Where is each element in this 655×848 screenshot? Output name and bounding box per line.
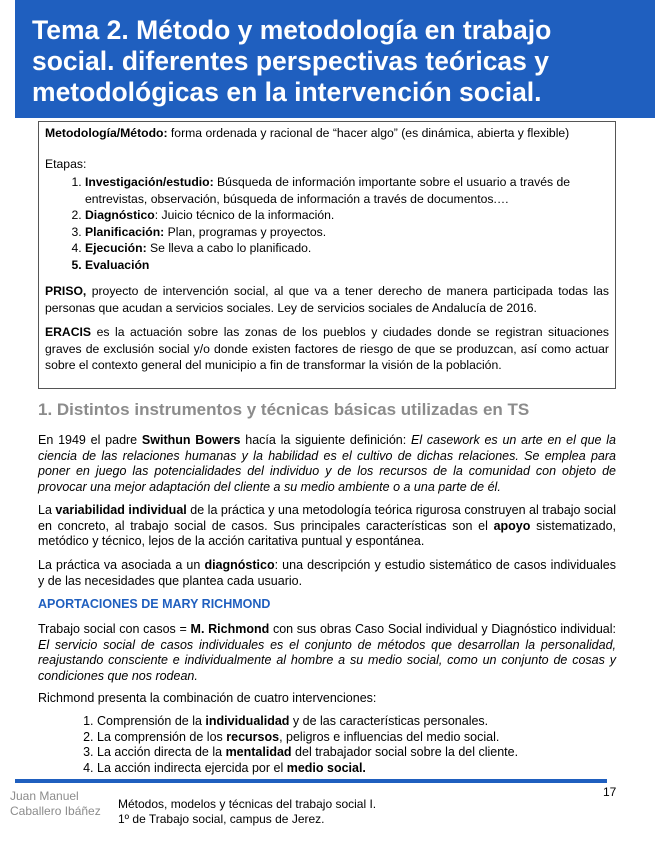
text-run: Trabajo social con casos = xyxy=(38,622,191,636)
stage-label: Planificación: xyxy=(85,224,165,239)
text-run: y de las características personales. xyxy=(289,714,489,728)
text-run: diagnóstico xyxy=(204,558,275,572)
method-definition-label: Metodología/Método: xyxy=(45,126,168,140)
richmond-paragraph xyxy=(38,622,616,684)
course-line: 1º de Trabajo social, campus de Jerez. xyxy=(118,812,325,826)
stages-list xyxy=(45,174,609,273)
stage-label: Ejecución: xyxy=(85,241,147,255)
text-run: La xyxy=(38,503,56,517)
text-run: hacía la siguiente definición: xyxy=(240,433,411,447)
stage-text: Se lleva a cabo lo planificado. xyxy=(146,241,312,255)
method-definition-text: forma ordenada y racional de “hacer algo” (es dinámica, abierta y flexible) xyxy=(167,126,570,140)
list-item xyxy=(97,761,616,777)
richmond-quote: El servicio social de casos individuales es el conjunto de métodos que desarrollan la personalidad, reajustando consciente e individualmente al hombre a su medio social, como un conjunto de cosas y condiciones que nos rodean. xyxy=(38,637,616,683)
text-run: con sus obras Caso Social individual y Diagnóstico individual: xyxy=(269,622,616,636)
stage-text: Búsqueda de información importante sobre el usuario a través de entrevistas, observación, búsqueda de información a través de documentos.… xyxy=(85,175,571,206)
text-run: mentalidad xyxy=(225,745,292,759)
definitions-box xyxy=(38,121,616,389)
page-title: Tema 2. Método y metodología en trabajo social. diferentes perspectivas teóricas y metodológicas en la intervención social. xyxy=(32,15,552,107)
text-run: La práctica va asociada a un xyxy=(38,558,205,572)
text-run: Swithun Bowers xyxy=(141,433,241,447)
text-run: : una descripción y estudio sistemático de casos individuales y de las necesidades que plantea cada usuario. xyxy=(38,558,616,588)
text-run: variabilidad individual xyxy=(55,503,187,517)
text-run: de la práctica y una metodología teórica rigurosa construyen al trabajo social en concreto, al trabajo social de casos. Sus principales características son el xyxy=(38,503,616,533)
method-definition xyxy=(45,125,609,142)
list-item xyxy=(97,714,616,730)
variability-paragraph xyxy=(38,503,616,550)
text-run: recursos xyxy=(226,729,280,744)
text-run: sistematizado, metódico y técnico, lejos de la acción caritativa puntual y espontánea. xyxy=(38,518,616,548)
richmond-subheading: APORTACIONES DE MARY RICHMOND xyxy=(38,597,271,611)
text-run: individualidad xyxy=(205,714,290,728)
stages-label: Etapas: xyxy=(45,156,87,171)
stage-text: : Juicio técnico de la información. xyxy=(154,208,335,222)
text-run: En 1949 el padre xyxy=(38,433,142,447)
page-number: 17 xyxy=(603,785,617,799)
text-run: Comprensión de la xyxy=(97,714,206,728)
eracis-label: ERACIS xyxy=(45,325,92,339)
list-item xyxy=(85,240,609,257)
eracis-text: es la actuación sobre las zonas de los pueblos y ciudades donde se registran situaciones graves de exclusión social y/o donde existen factores de riesgo de que se produzcan, así como actuar sobre el contexto general del municipio a fin de transformar la visión de la población. xyxy=(45,325,609,372)
priso-paragraph xyxy=(45,283,609,316)
text-run: apoyo xyxy=(493,518,531,533)
course-info xyxy=(118,797,376,827)
text-run: del trabajador social sobre la del cliente. xyxy=(291,745,519,759)
interventions-intro: Richmond presenta la combinación de cuatro intervenciones: xyxy=(38,691,377,705)
stage-label: Evaluación xyxy=(85,257,150,272)
priso-label: PRISO, xyxy=(45,284,87,298)
text-run: La acción directa de la xyxy=(97,745,226,759)
list-item xyxy=(97,745,616,761)
course-line: Métodos, modelos y técnicas del trabajo social I. xyxy=(118,797,377,811)
author-name: Juan Manuel Caballero Ibáñez xyxy=(10,789,101,818)
bowers-paragraph xyxy=(38,433,616,495)
text-run: medio social. xyxy=(286,760,366,775)
stage-label: Investigación/estudio: xyxy=(85,175,214,189)
eracis-paragraph xyxy=(45,324,609,374)
priso-text: proyecto de intervención social, al que va a tener derecho de manera participada todas las personas que acudan a servicios sociales. Ley de servicios sociales de Andalucía de 2016. xyxy=(45,284,609,315)
footer-divider xyxy=(15,779,607,783)
interventions-list xyxy=(38,714,616,776)
diagnosis-paragraph xyxy=(38,558,616,589)
text-run: M. Richmond xyxy=(190,622,270,636)
list-item xyxy=(85,174,609,207)
text-run: , peligros e influencias del medio social. xyxy=(279,729,500,744)
section-heading: 1. Distintos instrumentos y técnicas básicas utilizadas en TS xyxy=(38,400,530,419)
list-item xyxy=(97,730,616,746)
list-item xyxy=(85,257,609,274)
stage-label: Diagnóstico xyxy=(85,208,155,222)
text-run: La comprensión de los xyxy=(97,729,227,744)
list-item xyxy=(85,207,609,224)
text-run: La acción indirecta ejercida por el xyxy=(97,760,287,775)
list-item xyxy=(85,224,609,241)
stage-text: Plan, programas y proyectos. xyxy=(164,224,327,239)
bowers-quote: El casework es un arte en el que la ciencia de las relaciones humanas y la habilidad es el cultivo de dichas relaciones. Se emplea para poner en juego las potencialidades del individuo y de los recursos de la comunidad con objeto de provocar una mejor adaptación del cliente a su medio ambiente o a una parte de él. xyxy=(38,433,617,494)
